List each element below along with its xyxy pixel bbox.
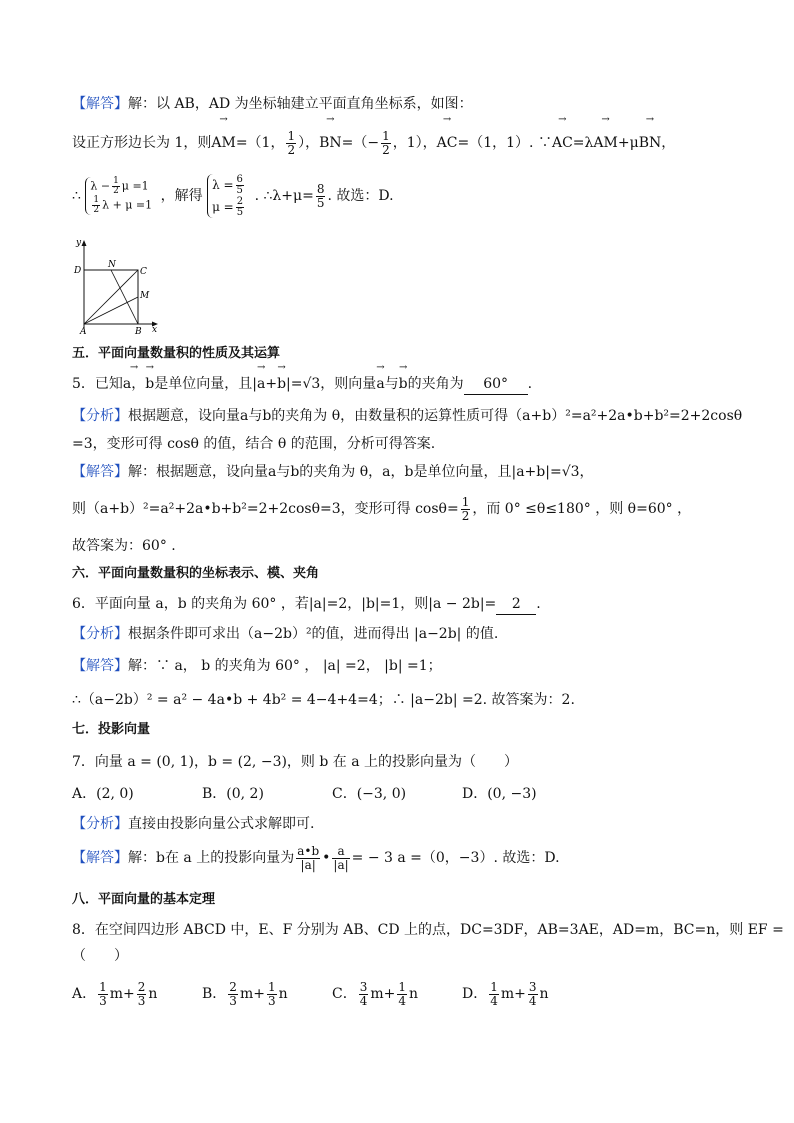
denominator: 5 bbox=[236, 207, 244, 218]
text: λ + μ =1 bbox=[102, 198, 153, 212]
fraction bbox=[332, 845, 349, 872]
q8-stem-line1: 8．在空间四边形 ABCD 中，E、F 分别为 AB、CD 上的点，DC=3DF，AB=3AE，AD=m，BC=n，则 EF = bbox=[72, 922, 784, 938]
text: . bbox=[536, 596, 541, 612]
text: μ = bbox=[212, 200, 234, 214]
q6-solution-line2: ∴（a−2b）² = a² − 4a•b + 4b² = 4−4+4=4；∴ |a−2b| =2. 故答案为：2. bbox=[72, 692, 575, 708]
numerator: 2 bbox=[137, 979, 146, 994]
text: . bbox=[527, 376, 533, 392]
equation-1 bbox=[90, 177, 152, 196]
solution-tag: 【解答】 bbox=[72, 96, 128, 112]
option-b[interactable]: B．(0, 2) bbox=[202, 786, 264, 802]
text: 与 bbox=[384, 376, 399, 392]
numerator: 1 bbox=[267, 979, 276, 994]
q5-analysis-line2: =3，变形可得 cosθ 的值，结合 θ 的范围，分析可得答案. bbox=[72, 436, 436, 452]
option-c[interactable]: C．(−3, 0) bbox=[332, 786, 407, 802]
solution-text: 解：∵ a， b 的夹角为 60° ， |a| =2， |b| =1； bbox=[128, 658, 442, 674]
solution-text: 解：以 AB，AD 为坐标轴建立平面直角坐标系，如图： bbox=[128, 96, 473, 112]
text: 解：b在 a 上的投影向量为 bbox=[128, 850, 295, 866]
text: ，而 0° ≤θ≤180° ，则 θ=60° ， bbox=[472, 501, 692, 517]
denominator: 2 bbox=[113, 186, 119, 196]
text: n bbox=[148, 986, 158, 1002]
vector-a: → a bbox=[376, 374, 384, 394]
text: n bbox=[278, 986, 288, 1002]
segment-am bbox=[84, 297, 138, 324]
text: B． bbox=[202, 986, 227, 1002]
text: λ − bbox=[90, 179, 111, 193]
q5-solution-line1 bbox=[72, 462, 752, 482]
answer-blank: 60° bbox=[464, 374, 528, 395]
text: ， bbox=[661, 135, 676, 151]
numerator: a•b bbox=[297, 843, 320, 858]
vector-b: → b bbox=[399, 374, 408, 394]
fraction bbox=[489, 981, 499, 1008]
label-y: y bbox=[76, 238, 82, 248]
fraction bbox=[316, 183, 326, 210]
q4-solution-line1 bbox=[72, 94, 752, 114]
fraction bbox=[137, 981, 147, 1008]
denominator: 3 bbox=[267, 993, 276, 1008]
label-m: M bbox=[140, 291, 150, 301]
numerator: 8 bbox=[316, 181, 325, 196]
square-coordinate-figure bbox=[72, 236, 168, 336]
vector-b: → b bbox=[277, 374, 286, 394]
fraction bbox=[381, 130, 391, 157]
text: . 故选：D. bbox=[327, 188, 394, 204]
label-n: N bbox=[108, 260, 116, 270]
label-x: x bbox=[152, 325, 158, 335]
denominator: 4 bbox=[528, 993, 537, 1008]
vector-bn: → BN bbox=[639, 126, 662, 160]
numerator: 2 bbox=[229, 979, 237, 994]
text: ）， bbox=[298, 135, 320, 151]
q7-analysis bbox=[72, 814, 752, 834]
option-d[interactable]: D．(0, −3) bbox=[462, 786, 537, 802]
analysis-text: 直接由投影向量公式求解即可. bbox=[128, 816, 315, 832]
fraction bbox=[92, 196, 100, 215]
text: m+ bbox=[109, 986, 135, 1002]
fraction bbox=[236, 175, 244, 196]
label-c: C bbox=[140, 267, 147, 277]
text: C． bbox=[332, 986, 357, 1002]
denominator: |a| bbox=[300, 857, 316, 872]
numerator: 1 bbox=[398, 979, 407, 994]
q6-analysis bbox=[72, 624, 752, 644]
vector-a: → a bbox=[257, 374, 265, 394]
denominator: 4 bbox=[359, 993, 368, 1008]
solution-system bbox=[207, 174, 246, 218]
denominator: 5 bbox=[316, 195, 325, 210]
fraction bbox=[236, 197, 244, 218]
q5-solution-line3: 故答案为：60° . bbox=[72, 538, 176, 554]
denominator: |a| bbox=[333, 857, 349, 872]
q7-options bbox=[72, 784, 752, 804]
analysis-text: 根据题意，设向量a与b的夹角为 θ，由数量积的运算性质可得（a+b）²=a²+2a•b+b²=2+2cosθ bbox=[128, 408, 743, 424]
denominator: 2 bbox=[461, 508, 470, 523]
text: μ =1 bbox=[121, 179, 149, 193]
mu-value bbox=[212, 196, 246, 218]
q6-stem bbox=[72, 594, 752, 615]
text: |=√3，则向量 bbox=[286, 376, 377, 392]
numerator: 1 bbox=[93, 195, 100, 205]
text: 是单位向量，且| bbox=[154, 376, 257, 392]
text: ，1）， bbox=[392, 135, 437, 151]
answer-blank: 2 bbox=[496, 594, 536, 615]
equation-system bbox=[85, 177, 152, 215]
fraction bbox=[112, 177, 120, 196]
fraction bbox=[528, 981, 538, 1008]
q7-solution bbox=[72, 838, 752, 878]
q8-options bbox=[72, 976, 752, 1012]
numerator: 3 bbox=[359, 979, 368, 994]
vector-ac: → AC bbox=[552, 126, 573, 160]
text: 的夹角为 bbox=[407, 376, 464, 392]
numerator: 6 bbox=[236, 174, 243, 185]
text: =λ bbox=[572, 135, 594, 151]
text: ，解得 bbox=[160, 188, 203, 204]
text: m+ bbox=[370, 986, 396, 1002]
vector-a: → a， bbox=[123, 374, 145, 394]
label-a: A bbox=[80, 327, 87, 336]
label-b: B bbox=[135, 327, 142, 336]
denominator: 2 bbox=[382, 142, 390, 157]
vector-am: → AM bbox=[593, 126, 617, 160]
y-arrow bbox=[82, 240, 87, 246]
numerator: a bbox=[332, 845, 349, 859]
text: λ = bbox=[212, 178, 234, 192]
vector-ac: → AC bbox=[437, 126, 458, 160]
segment-ac bbox=[84, 270, 138, 324]
text: = − 3 a =（0，−3）. 故选：D. bbox=[351, 850, 560, 866]
q5-analysis-line1 bbox=[72, 406, 752, 426]
text: =（− bbox=[341, 135, 380, 151]
section-8-title: 八．平面向量的基本定理 bbox=[72, 892, 216, 907]
text: + bbox=[265, 376, 278, 392]
vector-bn: → BN bbox=[319, 126, 342, 160]
lambda-value bbox=[212, 174, 246, 196]
denominator: 2 bbox=[287, 142, 296, 157]
analysis-text: 根据条件即可求出（a−2b）²的值，进而得出 |a−2b| 的值. bbox=[128, 626, 499, 642]
text: =（1， bbox=[235, 135, 285, 151]
section-5-title: 五．平面向量数量积的性质及其运算 bbox=[72, 346, 281, 361]
section-6-title: 六．平面向量数量积的坐标表示、模、夹角 bbox=[72, 566, 320, 581]
solution-tag: 【解答】 bbox=[72, 850, 128, 866]
q4-solution-line2 bbox=[72, 126, 752, 160]
text: m+ bbox=[239, 986, 265, 1002]
text: +μ bbox=[617, 135, 639, 151]
text: n bbox=[409, 986, 419, 1002]
denominator: 3 bbox=[137, 993, 146, 1008]
segment-bn bbox=[111, 270, 138, 324]
q5-solution-line2 bbox=[72, 492, 752, 526]
numerator: 1 bbox=[113, 176, 119, 186]
denominator: 5 bbox=[236, 185, 243, 196]
text: 5．已知 bbox=[72, 376, 123, 392]
section-7-title: 七．投影向量 bbox=[72, 722, 151, 737]
numerator: 1 bbox=[99, 979, 107, 994]
text: 设正方形边长为 1，则 bbox=[72, 135, 212, 151]
solution-text: 解：根据题意，设向量a与b的夹角为 θ，a，b是单位向量，且|a+b|=√3， bbox=[128, 464, 594, 480]
option-c[interactable] bbox=[332, 976, 462, 1012]
text: . ∴λ+μ= bbox=[254, 188, 314, 204]
text: 6．平面向量 a，b 的夹角为 60° ，若|a|=2，|b|=1，则|a − 2b|= bbox=[72, 596, 497, 612]
solution-tag: 【解答】 bbox=[72, 658, 128, 674]
analysis-tag: 【分析】 bbox=[72, 408, 128, 424]
text: =（1，1）. ∵ bbox=[457, 135, 552, 151]
q5-stem bbox=[72, 374, 752, 395]
fraction bbox=[359, 981, 369, 1008]
option-a[interactable]: A．(2, 0) bbox=[72, 786, 134, 802]
fraction bbox=[98, 981, 108, 1008]
numerator: 1 bbox=[287, 128, 296, 143]
equation-2 bbox=[90, 196, 152, 215]
fraction bbox=[296, 845, 320, 872]
denominator: 2 bbox=[93, 205, 100, 215]
q8-stem-line2: （ ） bbox=[72, 948, 128, 964]
therefore-symbol: ∴ bbox=[72, 188, 81, 204]
q6-solution-line1 bbox=[72, 656, 752, 676]
analysis-tag: 【分析】 bbox=[72, 816, 128, 832]
text: 则（a+b）²=a²+2a•b+b²=2+2cosθ=3，变形可得 cosθ= bbox=[72, 501, 459, 517]
denominator: 3 bbox=[229, 993, 237, 1008]
text: D． bbox=[462, 986, 488, 1002]
text: n bbox=[539, 986, 549, 1002]
fraction bbox=[397, 981, 407, 1008]
denominator: 3 bbox=[99, 993, 107, 1008]
fraction bbox=[286, 130, 296, 157]
text: • bbox=[322, 850, 331, 866]
vector-b: → b bbox=[145, 374, 154, 394]
analysis-tag: 【分析】 bbox=[72, 626, 128, 642]
denominator: 4 bbox=[490, 993, 498, 1008]
numerator: 1 bbox=[490, 979, 498, 994]
option-b[interactable] bbox=[202, 976, 332, 1012]
numerator: 1 bbox=[382, 128, 390, 143]
denominator: 4 bbox=[398, 993, 407, 1008]
label-d: D bbox=[74, 266, 82, 276]
text: m+ bbox=[500, 986, 526, 1002]
solution-tag: 【解答】 bbox=[72, 464, 128, 480]
vector-am: → AM bbox=[211, 126, 235, 160]
text: A． bbox=[72, 986, 97, 1002]
fraction bbox=[461, 496, 471, 523]
fraction bbox=[267, 981, 277, 1008]
numerator: 1 bbox=[461, 494, 470, 509]
numerator: 2 bbox=[236, 196, 244, 207]
numerator: 3 bbox=[528, 979, 537, 994]
fraction bbox=[228, 981, 238, 1008]
option-d[interactable] bbox=[462, 976, 592, 1012]
q7-stem: 7．向量 a = (0, 1)，b = (2, −3)，则 b 在 a 上的投影向量为（ ） bbox=[72, 754, 519, 770]
option-a[interactable] bbox=[72, 976, 202, 1012]
q4-solution-line3 bbox=[72, 172, 752, 220]
